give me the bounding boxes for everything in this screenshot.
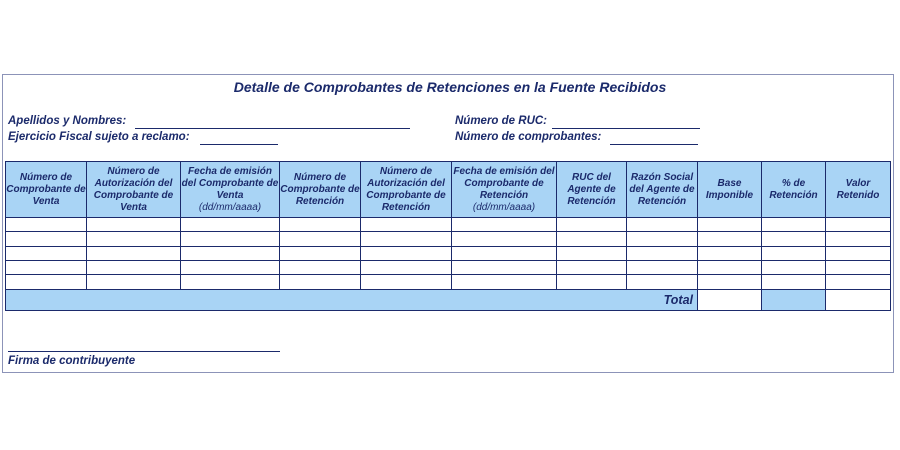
table-cell[interactable] [6,232,87,246]
table-cell[interactable] [280,275,361,289]
ruc-field[interactable] [552,128,700,129]
nombres-field[interactable] [135,128,410,129]
total-base-imponible-cell[interactable] [698,289,762,310]
table-cell[interactable] [181,246,280,260]
total-porcentaje-cell [762,289,826,310]
table-cell[interactable] [826,232,891,246]
table-cell[interactable] [826,275,891,289]
col-header-autorizacion-venta: Número de Autorización del Comprobante de Venta [87,162,181,218]
table-cell[interactable] [87,260,181,274]
table-cell[interactable] [826,218,891,232]
table-cell[interactable] [6,275,87,289]
table-row [6,260,891,274]
table-cell[interactable] [627,232,698,246]
table-cell[interactable] [698,275,762,289]
table-cell[interactable] [452,246,557,260]
col-header-base-imponible: Base Imponible [698,162,762,218]
table-cell[interactable] [452,275,557,289]
table-cell[interactable] [181,275,280,289]
date-format-venta: (dd/mm/aaaa) [198,201,262,213]
table-cell[interactable] [557,246,627,260]
col-header-fecha-retencion [452,162,557,218]
col-header-ruc-agente: RUC del Agente de Retención [557,162,627,218]
table-cell[interactable] [181,260,280,274]
col-header-valor-retenido: Valor Retenido [826,162,891,218]
table-cell[interactable] [361,275,452,289]
table-cell[interactable] [87,232,181,246]
table-cell[interactable] [762,260,826,274]
table-cell[interactable] [698,246,762,260]
total-row [6,289,891,310]
col-header-autorizacion-retencion: Número de Autorización del Comprobante de Retención [361,162,452,218]
table-cell[interactable] [627,275,698,289]
table-cell[interactable] [361,246,452,260]
comprobantes-field[interactable] [610,144,698,145]
col-header-fecha-venta-label: Fecha de emisión del Comprobante de Venta [181,165,279,201]
table-cell[interactable] [698,260,762,274]
table-cell[interactable] [557,232,627,246]
table-cell[interactable] [627,246,698,260]
table-cell[interactable] [698,218,762,232]
table-row [6,218,891,232]
table-cell[interactable] [452,232,557,246]
table-cell[interactable] [280,232,361,246]
table-cell[interactable] [361,232,452,246]
table-cell[interactable] [181,232,280,246]
table-cell[interactable] [452,218,557,232]
table-cell[interactable] [87,275,181,289]
col-header-razon-social: Razón Social del Agente de Retención [627,162,698,218]
table-cell[interactable] [361,218,452,232]
table-cell[interactable] [826,260,891,274]
table-cell[interactable] [280,218,361,232]
col-header-num-comprobante-venta: Número de Comprobante de Venta [6,162,87,218]
ejercicio-field[interactable] [200,144,278,145]
table-cell[interactable] [826,246,891,260]
retenciones-table [5,161,891,311]
table-cell[interactable] [627,260,698,274]
date-format-retencion: (dd/mm/aaaa) [472,201,536,213]
table-cell[interactable] [557,218,627,232]
table-cell[interactable] [6,218,87,232]
table-row [6,232,891,246]
ruc-label: Número de RUC: [455,115,548,127]
table-cell[interactable] [280,260,361,274]
table-row [6,275,891,289]
signature-label: Firma de contribuyente [8,355,136,367]
table-cell[interactable] [6,246,87,260]
table-cell[interactable] [181,218,280,232]
col-header-num-comprobante-retencion: Número de Comprobante de Retención [280,162,361,218]
table-cell[interactable] [762,246,826,260]
col-header-porcentaje-retencion: % de Retención [762,162,826,218]
table-cell[interactable] [280,246,361,260]
table-cell[interactable] [6,260,87,274]
table-cell[interactable] [557,260,627,274]
table-cell[interactable] [762,232,826,246]
col-header-fecha-venta [181,162,280,218]
table-cell[interactable] [762,218,826,232]
table-cell[interactable] [698,232,762,246]
table-cell[interactable] [361,260,452,274]
total-label: Total [6,289,698,310]
table-cell[interactable] [557,275,627,289]
table-row [6,246,891,260]
col-header-fecha-retencion-label: Fecha de emisión del Comprobante de Retención [453,165,555,201]
table-cell[interactable] [87,246,181,260]
ejercicio-label: Ejercicio Fiscal sujeto a reclamo: [8,131,190,143]
table-cell[interactable] [627,218,698,232]
total-valor-retenido-cell[interactable] [826,289,891,310]
table-cell[interactable] [452,260,557,274]
table-cell[interactable] [87,218,181,232]
signature-line[interactable] [8,351,280,352]
form-title: Detalle de Comprobantes de Retenciones en la Fuente Recibidos [233,79,667,95]
comprobantes-label: Número de comprobantes: [455,131,602,143]
table-cell[interactable] [762,275,826,289]
nombres-label: Apellidos y Nombres: [8,115,127,127]
